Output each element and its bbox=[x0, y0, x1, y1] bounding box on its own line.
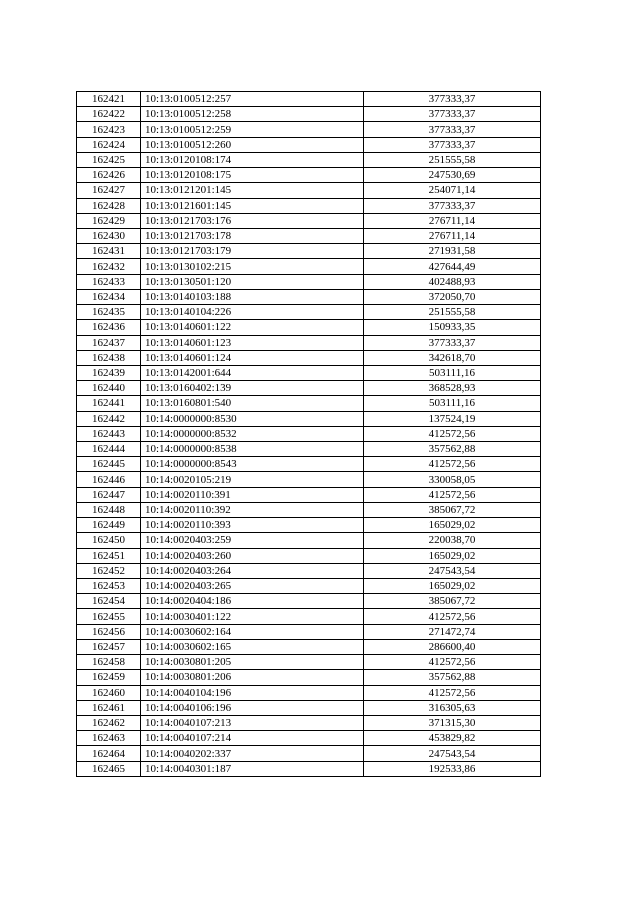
table-row bbox=[77, 487, 541, 502]
table-row bbox=[77, 579, 541, 594]
cadastral-number-cell: 10:13:0140601:124 bbox=[141, 350, 364, 365]
cadastral-number-cell: 10:14:0030602:165 bbox=[141, 639, 364, 654]
table-row bbox=[77, 700, 541, 715]
value-cell: 286600,40 bbox=[364, 639, 541, 654]
cadastral-number-cell: 10:14:0030801:206 bbox=[141, 670, 364, 685]
cadastral-number-cell: 10:14:0020110:392 bbox=[141, 502, 364, 517]
table-row bbox=[77, 183, 541, 198]
value-cell: 271931,58 bbox=[364, 244, 541, 259]
cadastral-number-cell: 10:13:0140103:188 bbox=[141, 289, 364, 304]
table-row bbox=[77, 396, 541, 411]
table-row bbox=[77, 152, 541, 167]
value-cell: 330058,05 bbox=[364, 472, 541, 487]
value-cell: 220038,70 bbox=[364, 533, 541, 548]
cadastral-number-cell: 10:14:0020403:260 bbox=[141, 548, 364, 563]
cadastral-number-cell: 10:13:0140601:123 bbox=[141, 335, 364, 350]
cadastral-number-cell: 10:14:0020105:219 bbox=[141, 472, 364, 487]
cadastral-number-cell: 10:14:0040107:213 bbox=[141, 715, 364, 730]
cadastral-number-cell: 10:13:0120108:174 bbox=[141, 152, 364, 167]
cadastral-number-cell: 10:13:0121201:145 bbox=[141, 183, 364, 198]
row-id-cell: 162421 bbox=[77, 92, 141, 107]
table-row bbox=[77, 502, 541, 517]
row-id-cell: 162459 bbox=[77, 670, 141, 685]
row-id-cell: 162461 bbox=[77, 700, 141, 715]
row-id-cell: 162464 bbox=[77, 746, 141, 761]
cadastral-number-cell: 10:13:0130501:120 bbox=[141, 274, 364, 289]
row-id-cell: 162465 bbox=[77, 761, 141, 776]
value-cell: 165029,02 bbox=[364, 518, 541, 533]
table-row bbox=[77, 472, 541, 487]
row-id-cell: 162436 bbox=[77, 320, 141, 335]
row-id-cell: 162422 bbox=[77, 107, 141, 122]
row-id-cell: 162450 bbox=[77, 533, 141, 548]
cadastral-number-cell: 10:14:0040104:196 bbox=[141, 685, 364, 700]
cadastral-number-cell: 10:14:0030401:122 bbox=[141, 609, 364, 624]
value-cell: 165029,02 bbox=[364, 548, 541, 563]
value-cell: 247543,54 bbox=[364, 746, 541, 761]
cadastral-number-cell: 10:14:0040301:187 bbox=[141, 761, 364, 776]
row-id-cell: 162438 bbox=[77, 350, 141, 365]
table-row bbox=[77, 533, 541, 548]
value-cell: 402488,93 bbox=[364, 274, 541, 289]
table-row bbox=[77, 381, 541, 396]
row-id-cell: 162460 bbox=[77, 685, 141, 700]
table-row bbox=[77, 244, 541, 259]
table-row bbox=[77, 320, 541, 335]
cadastral-number-cell: 10:13:0130102:215 bbox=[141, 259, 364, 274]
table-row bbox=[77, 670, 541, 685]
value-cell: 385067,72 bbox=[364, 594, 541, 609]
value-cell: 385067,72 bbox=[364, 502, 541, 517]
value-cell: 251555,58 bbox=[364, 305, 541, 320]
cadastral-number-cell: 10:14:0040106:196 bbox=[141, 700, 364, 715]
row-id-cell: 162454 bbox=[77, 594, 141, 609]
value-cell: 412572,56 bbox=[364, 487, 541, 502]
cadastral-number-cell: 10:13:0160801:540 bbox=[141, 396, 364, 411]
value-cell: 453829,82 bbox=[364, 731, 541, 746]
table-row bbox=[77, 107, 541, 122]
table-row bbox=[77, 213, 541, 228]
cadastral-number-cell: 10:13:0140601:122 bbox=[141, 320, 364, 335]
row-id-cell: 162432 bbox=[77, 259, 141, 274]
table-row bbox=[77, 518, 541, 533]
table-row bbox=[77, 655, 541, 670]
table-row bbox=[77, 426, 541, 441]
row-id-cell: 162426 bbox=[77, 168, 141, 183]
table-row bbox=[77, 442, 541, 457]
row-id-cell: 162434 bbox=[77, 289, 141, 304]
row-id-cell: 162428 bbox=[77, 198, 141, 213]
table-row bbox=[77, 746, 541, 761]
value-cell: 412572,56 bbox=[364, 609, 541, 624]
row-id-cell: 162463 bbox=[77, 731, 141, 746]
cadastral-number-cell: 10:13:0100512:257 bbox=[141, 92, 364, 107]
table-row bbox=[77, 122, 541, 137]
table-row bbox=[77, 289, 541, 304]
value-cell: 254071,14 bbox=[364, 183, 541, 198]
row-id-cell: 162457 bbox=[77, 639, 141, 654]
row-id-cell: 162430 bbox=[77, 228, 141, 243]
value-cell: 316305,63 bbox=[364, 700, 541, 715]
row-id-cell: 162447 bbox=[77, 487, 141, 502]
table-row bbox=[77, 335, 541, 350]
value-cell: 412572,56 bbox=[364, 457, 541, 472]
table-row bbox=[77, 92, 541, 107]
table-row bbox=[77, 350, 541, 365]
table-row bbox=[77, 594, 541, 609]
value-cell: 377333,37 bbox=[364, 122, 541, 137]
value-cell: 372050,70 bbox=[364, 289, 541, 304]
value-cell: 276711,14 bbox=[364, 228, 541, 243]
value-cell: 357562,88 bbox=[364, 442, 541, 457]
row-id-cell: 162443 bbox=[77, 426, 141, 441]
row-id-cell: 162445 bbox=[77, 457, 141, 472]
table-row bbox=[77, 228, 541, 243]
row-id-cell: 162424 bbox=[77, 137, 141, 152]
cadastral-number-cell: 10:13:0100512:260 bbox=[141, 137, 364, 152]
table-row bbox=[77, 198, 541, 213]
row-id-cell: 162452 bbox=[77, 563, 141, 578]
table-row bbox=[77, 411, 541, 426]
table-row bbox=[77, 259, 541, 274]
value-cell: 377333,37 bbox=[364, 198, 541, 213]
value-cell: 412572,56 bbox=[364, 426, 541, 441]
row-id-cell: 162425 bbox=[77, 152, 141, 167]
cadastral-number-cell: 10:13:0142001:644 bbox=[141, 365, 364, 380]
data-table bbox=[76, 91, 541, 777]
table-row bbox=[77, 137, 541, 152]
row-id-cell: 162433 bbox=[77, 274, 141, 289]
row-id-cell: 162462 bbox=[77, 715, 141, 730]
table-row bbox=[77, 624, 541, 639]
row-id-cell: 162444 bbox=[77, 442, 141, 457]
value-cell: 192533,86 bbox=[364, 761, 541, 776]
cadastral-number-cell: 10:14:0020404:186 bbox=[141, 594, 364, 609]
cadastral-number-cell: 10:14:0040202:337 bbox=[141, 746, 364, 761]
table-row bbox=[77, 548, 541, 563]
row-id-cell: 162439 bbox=[77, 365, 141, 380]
row-id-cell: 162440 bbox=[77, 381, 141, 396]
cadastral-number-cell: 10:14:0000000:8543 bbox=[141, 457, 364, 472]
value-cell: 150933,35 bbox=[364, 320, 541, 335]
value-cell: 377333,37 bbox=[364, 335, 541, 350]
value-cell: 377333,37 bbox=[364, 92, 541, 107]
value-cell: 371315,30 bbox=[364, 715, 541, 730]
cadastral-number-cell: 10:14:0020110:393 bbox=[141, 518, 364, 533]
value-cell: 165029,02 bbox=[364, 579, 541, 594]
cadastral-number-cell: 10:13:0121703:179 bbox=[141, 244, 364, 259]
cadastral-number-cell: 10:14:0020110:391 bbox=[141, 487, 364, 502]
table-row bbox=[77, 609, 541, 624]
row-id-cell: 162448 bbox=[77, 502, 141, 517]
cadastral-number-cell: 10:13:0121703:178 bbox=[141, 228, 364, 243]
row-id-cell: 162453 bbox=[77, 579, 141, 594]
cadastral-number-cell: 10:13:0100512:258 bbox=[141, 107, 364, 122]
value-cell: 412572,56 bbox=[364, 655, 541, 670]
cadastral-number-cell: 10:14:0030801:205 bbox=[141, 655, 364, 670]
cadastral-number-cell: 10:13:0121703:176 bbox=[141, 213, 364, 228]
cadastral-number-cell: 10:14:0040107:214 bbox=[141, 731, 364, 746]
value-cell: 137524,19 bbox=[364, 411, 541, 426]
value-cell: 503111,16 bbox=[364, 396, 541, 411]
row-id-cell: 162456 bbox=[77, 624, 141, 639]
cadastral-number-cell: 10:14:0020403:264 bbox=[141, 563, 364, 578]
cadastral-number-cell: 10:13:0121601:145 bbox=[141, 198, 364, 213]
row-id-cell: 162437 bbox=[77, 335, 141, 350]
row-id-cell: 162446 bbox=[77, 472, 141, 487]
row-id-cell: 162441 bbox=[77, 396, 141, 411]
row-id-cell: 162451 bbox=[77, 548, 141, 563]
row-id-cell: 162455 bbox=[77, 609, 141, 624]
row-id-cell: 162458 bbox=[77, 655, 141, 670]
table-row bbox=[77, 457, 541, 472]
value-cell: 377333,37 bbox=[364, 137, 541, 152]
value-cell: 368528,93 bbox=[364, 381, 541, 396]
cadastral-number-cell: 10:14:0000000:8532 bbox=[141, 426, 364, 441]
cadastral-number-cell: 10:14:0000000:8538 bbox=[141, 442, 364, 457]
cadastral-number-cell: 10:14:0030602:164 bbox=[141, 624, 364, 639]
value-cell: 412572,56 bbox=[364, 685, 541, 700]
table-row bbox=[77, 715, 541, 730]
row-id-cell: 162431 bbox=[77, 244, 141, 259]
value-cell: 247543,54 bbox=[364, 563, 541, 578]
value-cell: 357562,88 bbox=[364, 670, 541, 685]
table-row bbox=[77, 168, 541, 183]
table-row bbox=[77, 305, 541, 320]
value-cell: 247530,69 bbox=[364, 168, 541, 183]
row-id-cell: 162449 bbox=[77, 518, 141, 533]
table-body bbox=[77, 92, 541, 777]
row-id-cell: 162427 bbox=[77, 183, 141, 198]
cadastral-number-cell: 10:13:0160402:139 bbox=[141, 381, 364, 396]
cadastral-number-cell: 10:14:0020403:259 bbox=[141, 533, 364, 548]
row-id-cell: 162442 bbox=[77, 411, 141, 426]
cadastral-number-cell: 10:14:0020403:265 bbox=[141, 579, 364, 594]
value-cell: 271472,74 bbox=[364, 624, 541, 639]
table-row bbox=[77, 274, 541, 289]
value-cell: 276711,14 bbox=[364, 213, 541, 228]
table-row bbox=[77, 685, 541, 700]
cadastral-number-cell: 10:14:0000000:8530 bbox=[141, 411, 364, 426]
value-cell: 342618,70 bbox=[364, 350, 541, 365]
table-row bbox=[77, 563, 541, 578]
row-id-cell: 162423 bbox=[77, 122, 141, 137]
cadastral-number-cell: 10:13:0100512:259 bbox=[141, 122, 364, 137]
table-row bbox=[77, 639, 541, 654]
cadastral-number-cell: 10:13:0120108:175 bbox=[141, 168, 364, 183]
table-row bbox=[77, 761, 541, 776]
value-cell: 251555,58 bbox=[364, 152, 541, 167]
value-cell: 503111,16 bbox=[364, 365, 541, 380]
value-cell: 377333,37 bbox=[364, 107, 541, 122]
row-id-cell: 162435 bbox=[77, 305, 141, 320]
table-row bbox=[77, 731, 541, 746]
row-id-cell: 162429 bbox=[77, 213, 141, 228]
value-cell: 427644,49 bbox=[364, 259, 541, 274]
table-row bbox=[77, 365, 541, 380]
cadastral-number-cell: 10:13:0140104:226 bbox=[141, 305, 364, 320]
